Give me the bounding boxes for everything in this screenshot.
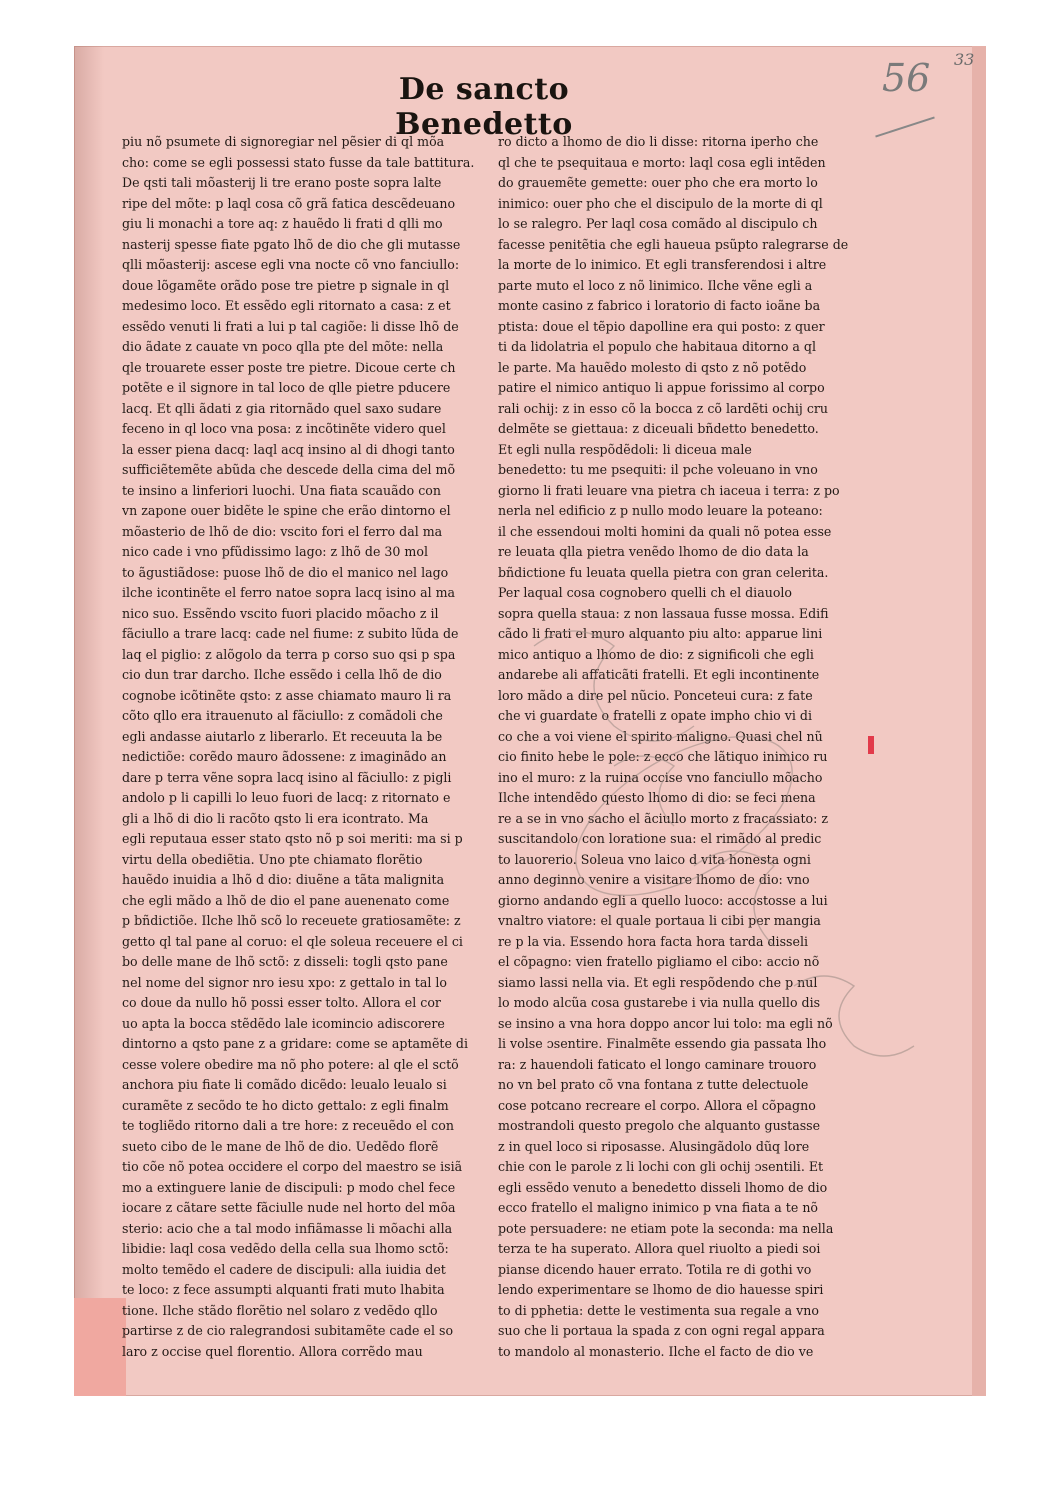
text-line: suscitandolo con loratione sua: el rimãdo al predic xyxy=(498,831,822,846)
text-line: dio ãdate z cauate vn poco qlla pte del mõte: nella xyxy=(122,339,444,354)
text-line: dare p terra vẽne sopra lacq isino al fãciullo: z pigli xyxy=(122,769,452,785)
text-line: ro dicto a lhomo de dio li disse: ritorna iperho che xyxy=(498,134,819,149)
text-line: Ilche intendẽdo questo lhomo di dio: se feci mena xyxy=(498,790,816,805)
text-line: anchora piu fiate li comãdo dicẽdo: leualo leualo si xyxy=(122,1077,447,1092)
text-line: getto ql tal pane al coruo: el qle soleua receuere el ci xyxy=(122,933,463,949)
text-line: cesse volere obedire ma nõ pho potere: al qle el sctõ xyxy=(122,1056,459,1072)
text-line: piu nõ psumete di signoregiar nel pẽsier di ql mõa xyxy=(122,134,445,149)
text-line: to di pphetia: dette le vestimenta sua regale a vno xyxy=(498,1302,819,1318)
text-line: lo se ralegro. Per laql cosa comãdo al discipulo ch xyxy=(498,216,818,231)
text-line: bñdictione fu leuata quella pietra con gran celerita. xyxy=(498,564,829,580)
text-line: mico antiquo a lhomo de dio: z significoli che egli xyxy=(498,646,814,662)
text-line: terza te ha superato. Allora quel riuolto a piedi soi xyxy=(498,1241,821,1256)
text-line: se insino a vna hora doppo ancor lui tolo: ma egli nõ xyxy=(498,1015,833,1031)
manuscript-page xyxy=(74,46,986,1396)
text-line: z in quel loco si riposasse. Alusingãdolo dũq lore xyxy=(498,1138,810,1154)
text-line: cãdo li frati el muro alquanto piu alto: apparue lini xyxy=(498,626,823,641)
text-line: te togliẽdo ritorno dali a tre hore: z receuẽdo el con xyxy=(122,1118,454,1133)
page-edge xyxy=(972,46,986,1396)
text-line: cõto qllo era itrauenuto al fãciullo: z comãdoli che xyxy=(122,708,443,723)
text-line: li volse ɔsentire. Finalmẽte essendo gia passata lho xyxy=(498,1036,827,1051)
text-line: andolo p li capilli lo leuo fuori de lacq: z ritornato e xyxy=(122,790,451,805)
text-line: Per laqual cosa cognobero quelli ch el diauolo xyxy=(498,585,793,600)
text-line: sopra quella staua: z non lassaua fusse mossa. Edifi xyxy=(498,605,829,621)
text-line: fãciullo a trare lacq: cade nel fiume: z subito lũda de xyxy=(122,626,459,641)
text-line: ti da lidolatria el populo che habitaua ditorno a ql xyxy=(498,339,817,354)
text-line: lacq. Et qlli ãdati z gia ritornãdo quel saxo sudare xyxy=(122,400,442,416)
text-line: partirse z de cio ralegrandosi subitamẽte cade el so xyxy=(122,1323,454,1338)
text-line: sueto cibo de le mane de lhõ de dio. Uedẽdo florẽ xyxy=(122,1138,439,1154)
text-line: lendo experimentare se lhomo de dio hauesse spiri xyxy=(498,1282,824,1297)
text-line: re leuata qlla pietra venẽdo lhomo de dio data la xyxy=(498,544,809,559)
text-line: la esser piena dacq: laql acq insino al di dhogi tanto xyxy=(122,441,455,457)
text-line: uo apta la bocca stẽdẽdo lale icomincio adiscorere xyxy=(122,1015,445,1031)
text-line: nel nome del signor nro iesu xpo: z gettalo in tal lo xyxy=(122,974,448,990)
text-line: sufficiẽtemẽte abũda che descede della cima del mõ xyxy=(122,462,456,477)
text-line: molto temẽdo el cadere de discipuli: alla iuidia det xyxy=(122,1261,446,1277)
text-line: egli essẽdo venuto a benedetto disseli lhomo de dio xyxy=(498,1179,828,1195)
text-line: nerla nel edificio z p nullo modo leuare la poteano: xyxy=(498,503,823,518)
text-line: mostrandoli questo pregolo che alquanto gustasse xyxy=(498,1118,821,1133)
text-line: co doue da nullo hõ possi esser tolto. Allora el cor xyxy=(122,995,441,1010)
text-line: tio cõe nõ potea occidere el corpo del maestro se isiã xyxy=(122,1159,463,1174)
text-line: gli a lhõ di dio li racõto qsto li era icontrato. Ma xyxy=(122,810,429,826)
text-line: nasterij spesse fiate pgato lhõ de dio che gli mutasse xyxy=(122,236,461,252)
text-line: che vi guardate o fratelli z opate impho chio vi di xyxy=(498,708,812,723)
text-line: libidie: laql cosa vedẽdo della cella sua lhomo sctõ: xyxy=(122,1241,449,1256)
text-line: pote persuadere: ne etiam pote la seconda: ma nella xyxy=(498,1220,834,1236)
text-line: Et egli nulla respõdẽdoli: li diceua male xyxy=(498,441,752,457)
text-line: ql che te psequitaua e morto: laql cosa egli intẽden xyxy=(498,154,826,170)
text-line: giorno li frati leuare vna pietra ch iaceua i terra: z po xyxy=(498,482,840,498)
page-stain xyxy=(74,1298,126,1396)
text-line: nico cade i vno pfũdissimo lago: z lhõ de 30 mol xyxy=(122,544,428,559)
text-line: cio dun trar darcho. Ilche essẽdo i cella lhõ de dio xyxy=(122,667,442,682)
spine-shadow xyxy=(74,46,104,1396)
text-line: hauẽdo inuidia a lhõ d dio: diuẽne a tãta malignita xyxy=(122,872,445,887)
text-line: ra: z hauendoli faticato el longo caminare trouoro xyxy=(498,1056,817,1072)
text-line: qlli mõasterij: ascese egli vna nocte cõ vno fanciullo: xyxy=(122,257,460,272)
text-line: el cõpagno: vien fratello pigliamo el cibo: accio nõ xyxy=(498,954,820,969)
text-line: ecco fratello el maligno inimico p vna fiata a te nõ xyxy=(498,1200,819,1215)
text-line: De qsti tali mõasterij li tre erano poste sopra lalte xyxy=(122,175,442,190)
text-line: lo modo alcũa cosa gustarebe i via nulla quello dis xyxy=(498,995,821,1010)
text-line: potẽte e il signore in tal loco de qlle pietre pducere xyxy=(122,380,451,395)
text-line: la morte de lo inimico. Et egli transferendosi i altre xyxy=(498,257,827,272)
text-line: anno deginno venire a visitare lhomo de dio: vno xyxy=(498,872,810,887)
page-title: De sancto Benedetto xyxy=(395,72,573,142)
text-line: patire el nimico antiquo li appue forissimo al corpo xyxy=(498,380,825,395)
text-line: facesse penitẽtia che egli haueua psũpto ralegrarse de xyxy=(498,236,849,252)
text-line: medesimo loco. Et essẽdo egli ritornato a casa: z et xyxy=(122,298,451,313)
text-line: ilche icontinẽte el ferro natoe sopra lacq isino al ma xyxy=(122,585,456,600)
text-line: siamo lassi nella via. Et egli respõdendo che p nul xyxy=(498,974,818,990)
text-line: chie con le parole z li lochi con gli ochij ɔsentili. Et xyxy=(498,1159,824,1174)
text-line: andarebe ali affaticãti fratelli. Et egli incontinente xyxy=(498,667,820,682)
text-line: vn zapone ouer bidẽte le spine che erão dintorno el xyxy=(122,503,451,518)
text-line: do grauemẽte gemette: ouer pho che era morto lo xyxy=(498,175,818,190)
text-line: giu li monachi a tore aq: z hauẽdo li frati d qlli mo xyxy=(122,216,443,231)
text-line: rali ochij: z in esso cõ la bocca z cõ lardẽti ochij cru xyxy=(498,400,829,416)
text-line: te loco: z fece assumpti alquanti frati muto lhabita xyxy=(122,1282,445,1297)
text-line: re a se in vno sacho el ãciullo morto z fracassiato: z xyxy=(498,810,828,826)
text-line: egli reputaua esser stato qsto nõ p soi meriti: ma si p xyxy=(122,831,463,846)
text-line: delmẽte se giettaua: z diceuali bñdetto benedetto. xyxy=(498,421,819,436)
text-line: giorno andando egli a quello luoco: accostosse a lui xyxy=(498,892,828,908)
text-line: nico suo. Essẽndo vscito fuori placido mõacho z il xyxy=(122,605,439,621)
text-line: curamẽte z secõdo te ho dicto gettalo: z egli finalm xyxy=(122,1097,449,1113)
text-line: cose potcano recreare el corpo. Allora el cõpagno xyxy=(498,1097,816,1113)
text-line: bo delle mane de lhõ sctõ: z disseli: togli qsto pane xyxy=(122,954,448,969)
text-line: parte muto el loco z nõ linimico. Ilche vẽne egli a xyxy=(498,277,813,293)
text-line: suo che li portaua la spada z con ogni regal appara xyxy=(498,1323,825,1338)
text-column-right xyxy=(498,132,876,1362)
text-line: laq el piglio: z alõgolo da terra p corso suo qsi p spa xyxy=(122,646,456,662)
text-line: tione. Ilche stãdo florẽtio nel solaro z vedẽdo qllo xyxy=(122,1302,438,1318)
folio-underline xyxy=(875,116,935,137)
text-line: ripe del mõte: p laql cosa cõ grã fatica descẽdeuano xyxy=(122,195,456,211)
text-line: che egli mãdo a lhõ de dio el pane auenenato come xyxy=(122,892,450,908)
text-line: le parte. Ma hauẽdo molesto di qsto z nõ potẽdo xyxy=(498,359,807,375)
text-line: essẽdo venuti li frati a lui p tal cagiõe: li disse lhõ de xyxy=(122,318,459,334)
text-line: virtu della obediẽtia. Uno pte chiamato florẽtio xyxy=(122,851,423,867)
text-line: to mandolo al monasterio. Ilche el facto de dio ve xyxy=(498,1343,814,1359)
folio-corner-number: 33 xyxy=(954,50,975,69)
text-line: dintorno a qsto pane z a gridare: come se aptamẽte di xyxy=(122,1036,469,1051)
text-line: feceno in ql loco vna posa: z incõtinẽte videro quel xyxy=(122,421,446,436)
text-line: vnaltro viatore: el quale portaua li cibi per mangia xyxy=(498,913,821,928)
text-line: il che essendoui molti homini da quali nõ potea esse xyxy=(498,523,832,539)
text-line: loro mãdo a dire pel nũcio. Ponceteui cura: z fate xyxy=(498,687,813,703)
text-line: laro z occise quel florentio. Allora corrẽdo mau xyxy=(122,1343,423,1359)
text-line: nedictiõe: corẽdo mauro ãdossene: z imaginãdo an xyxy=(122,749,447,764)
text-line: cio finito hebe le pole: z ecco che lãtiquo inimico ru xyxy=(498,749,828,764)
text-line: cho: come se egli possessi stato fusse da tale battitura. xyxy=(122,154,475,170)
text-line: ino el muro: z la ruina occise vno fanciullo mõacho xyxy=(498,769,823,785)
text-line: to ãgustiãdose: puose lhõ de dio el manico nel lago xyxy=(122,564,449,580)
text-line: te insino a linferiori luochi. Una fiata scauãdo con xyxy=(122,482,441,498)
text-line: egli andasse aiutarlo z liberarlo. Et receuuta la be xyxy=(122,728,443,744)
text-line: p bñdictiõe. Ilche lhõ scõ lo receuete gratiosamẽte: z xyxy=(122,913,461,928)
text-line: inimico: ouer pho che el discipulo de la morte di ql xyxy=(498,195,823,211)
red-margin-mark xyxy=(868,736,874,754)
text-line: co che a voi viene el spirito maligno. Quasi chel nũ xyxy=(498,728,823,744)
text-line: ptista: doue el tẽpio dapolline era qui posto: z quer xyxy=(498,318,825,334)
text-line: no vn bel prato cõ vna fontana z tutte delectuole xyxy=(498,1077,809,1092)
text-line: sterio: acio che a tal modo infiãmasse li mõachi alla xyxy=(122,1220,453,1236)
folio-number: 56 xyxy=(882,56,931,100)
text-line: doue lõgamẽte orãdo pose tre pietre p signale in ql xyxy=(122,277,450,293)
text-line: to lauorerio. Soleua vno laico d vita honesta ogni xyxy=(498,851,811,867)
text-line: pianse dicendo hauer errato. Totila re di gothi vo xyxy=(498,1261,812,1277)
text-line: qle trouarete esser poste tre pietre. Dicoue certe ch xyxy=(122,359,456,375)
text-column-left xyxy=(122,132,498,1362)
text-line: mõasterio de lhõ de dio: vscito fori el ferro dal ma xyxy=(122,523,443,539)
text-line: iocare z cãtare sette fãciulle nude nel horto del mõa xyxy=(122,1200,456,1215)
text-line: re p la via. Essendo hora facta hora tarda disseli xyxy=(498,933,808,949)
text-line: benedetto: tu me psequiti: il pche voleuano in vno xyxy=(498,462,818,477)
text-line: cognobe icõtinẽte qsto: z asse chiamato mauro li ra xyxy=(122,687,452,703)
text-line: mo a extinguere lanie de discipuli: p modo chel fece xyxy=(122,1179,456,1195)
text-line: monte casino z fabrico i loratorio di facto ioãne ba xyxy=(498,298,821,313)
